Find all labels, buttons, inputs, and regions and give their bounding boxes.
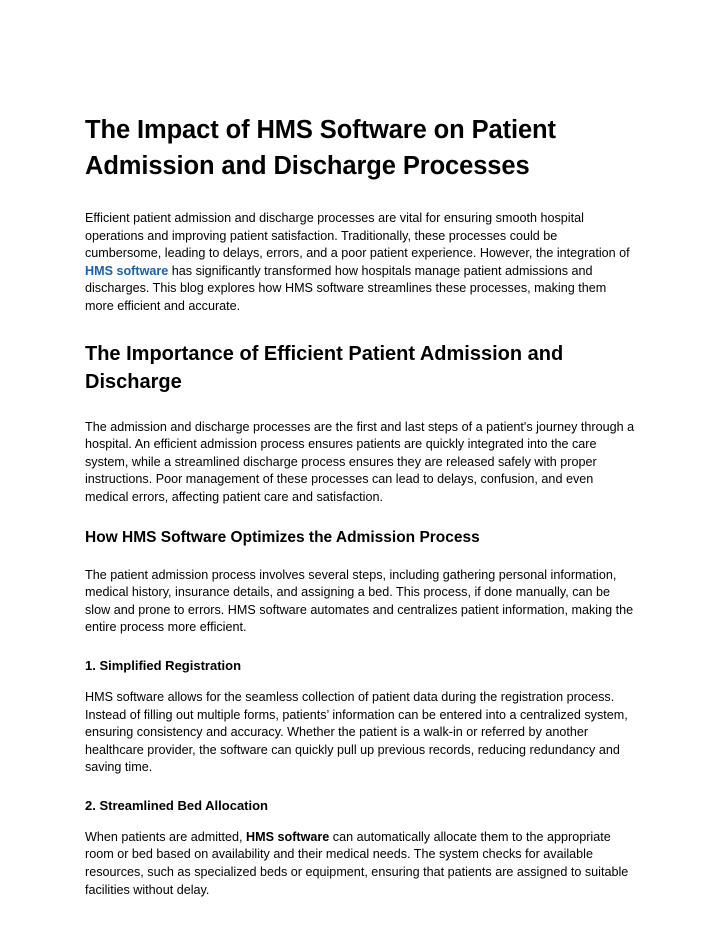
intro-paragraph [85, 210, 637, 316]
bed-text-after-bold: can automatically allocate them to the appropriate room or bed based on availability and their medical needs. The system checks for available resources, such as specialized beds or equipment, ensuring that patients are assigned to suitable facilities without delay. [85, 829, 629, 897]
section-heading-importance: The Importance of Efficient Patient Admission and Discharge [85, 342, 564, 393]
subsection-heading-registration: 1. Simplified Registration [85, 657, 242, 673]
section-paragraph-importance: The admission and discharge processes are the first and last steps of a patient's journey through a hospital. An efficient admission process ensures patients are quickly integrated into the care system, while a streamlined discharge process ensures they are released safely with proper instructions. Poor management of these processes can lead to delays, confusion, and even medical errors, affecting patient care and satisfaction. [85, 419, 635, 504]
hms-software-link[interactable]: HMS software [85, 263, 169, 278]
hms-software-bold: HMS software [246, 829, 330, 844]
section-heading-admission: How HMS Software Optimizes the Admission Process [85, 528, 480, 546]
subsection-paragraph-bed-allocation [85, 829, 637, 899]
page-title: The Impact of HMS Software on Patient Admission and Discharge Processes [85, 116, 556, 180]
intro-text-after-link: has significantly transformed how hospitals manage patient admissions and discharges. This blog explores how HMS software streamlines these processes, making them more efficient and accurate. [85, 263, 607, 313]
intro-text-before-link: Efficient patient admission and discharge processes are vital for ensuring smooth hospital operations and improving patient satisfaction. Traditionally, these processes could be cumbersome, leading to delays, errors, and a poor patient experience. However, the integration of [85, 211, 630, 261]
bed-text-before-bold: When patients are admitted, [85, 829, 247, 844]
document-page [85, 112, 637, 899]
subsection-paragraph-registration: HMS software allows for the seamless collection of patient data during the registration process. Instead of filling out multiple forms, patients’ information can be entered into a centralized system, ensuring consistency and accuracy. Whether the patient is a walk-in or referred by another healthcare provider, the software can quickly pull up previous records, reducing redundancy and saving time. [85, 689, 628, 775]
subsection-heading-bed-allocation: 2. Streamlined Bed Allocation [85, 797, 269, 813]
section-paragraph-admission: The patient admission process involves several steps, including gathering personal information, medical history, insurance details, and assigning a bed. This process, if done manually, can be slow and prone to errors. HMS software automates and centralizes patient information, making the entire process more efficient. [85, 567, 634, 635]
